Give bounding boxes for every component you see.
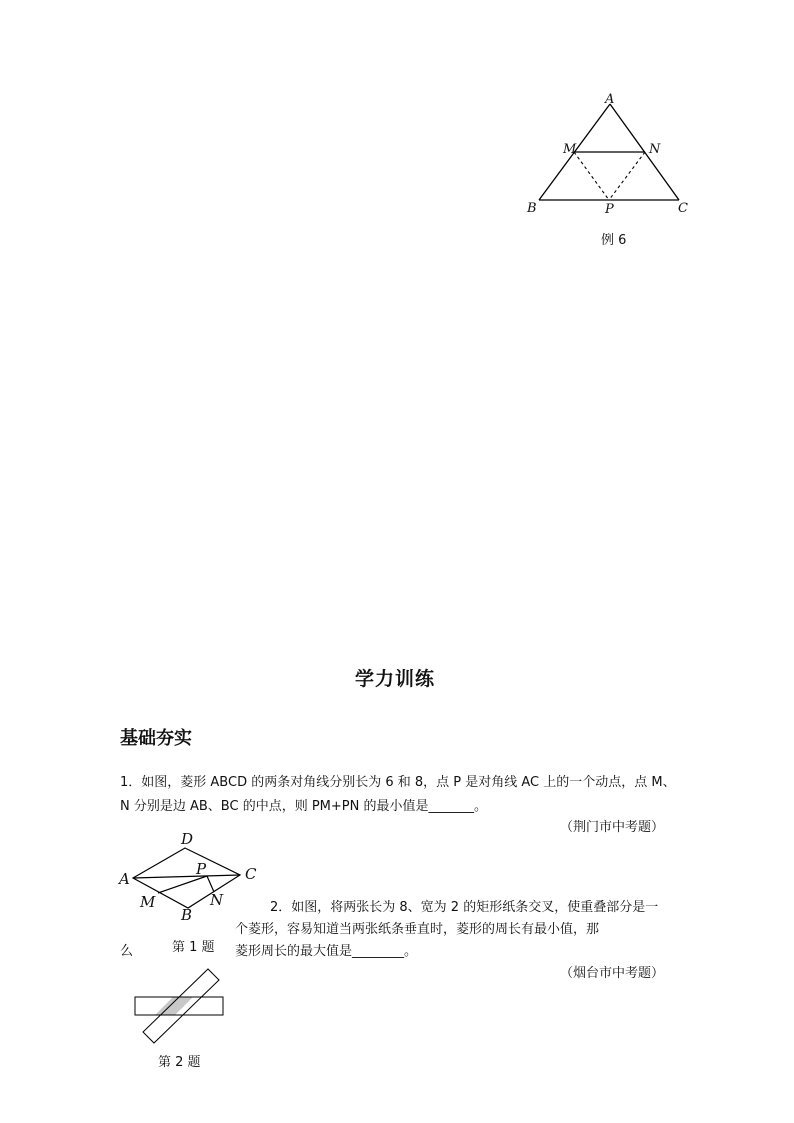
segment-mp [574,152,609,200]
example6-label-p: P [605,202,614,217]
q1-label-d: D [181,830,194,848]
example6-label-n: N [649,142,661,157]
q1-source: （荆门市中考题） [560,820,665,835]
q1-label-a: A [119,870,130,888]
example6-caption: 例 6 [601,233,627,248]
q1-label-p: P [196,860,207,878]
q1-label-c: C [245,865,257,883]
q2-figure [130,965,230,1045]
overlap-rhombus [155,997,193,1015]
page-title: 学力训练 [355,668,436,690]
q2-figure-caption: 第 2 题 [158,1055,201,1070]
q2-line1: 2．如图，将两张长为 8、宽为 2 的矩形纸条交叉，使重叠部分是一 [270,900,659,915]
q2-line2: 个菱形，容易知道当两张纸条垂直时，菱形的周长有最小值，那 [235,922,600,937]
example6-label-a: A [605,92,615,107]
q1-line2: N 分别是边 AB、BC 的中点，则 PM+PN 的最小值是_______。 [120,799,487,814]
q1-figure-caption: 第 1 题 [172,940,215,955]
diagonal-ac [133,875,240,878]
example6-label-b: B [527,201,537,216]
section-title: 基础夯实 [120,728,192,749]
segment-np [609,152,645,200]
q1-label-m: M [140,893,156,911]
q1-line1: 1．如图，菱形 ABCD 的两条对角线分别长为 6 和 8，点 P 是对角线 AC 上的一个动点，点 M、 [120,775,676,790]
example6-label-m: M [563,142,577,157]
segment-mp [158,876,207,893]
q2-source: （烟台市中考题） [560,966,665,981]
example6-label-c: C [678,201,688,216]
segment-pn [207,876,214,892]
q1-label-b: B [181,906,193,924]
q2-line3-prefix: 么 [120,944,134,959]
q1-label-n: N [210,891,224,909]
q2-line3: 菱形周长的最大值是________。 [235,944,418,959]
